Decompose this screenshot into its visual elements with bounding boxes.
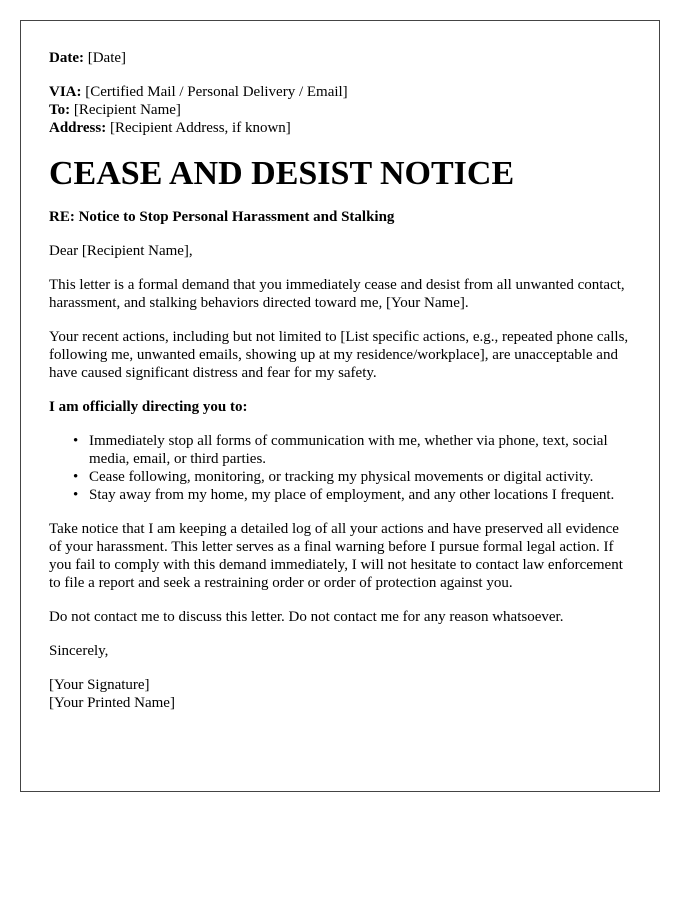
via-line — [49, 83, 631, 101]
document-title: CEASE AND DESIST NOTICE — [49, 155, 515, 192]
to-value: [Recipient Name] — [73, 102, 181, 118]
warning-paragraph: Take notice that I am keeping a detailed log of all your actions and have preserved all evidence of your harassment. This letter serves as a final warning before I pursue formal legal action. If you fail to comply with this demand immediately, I will not hesitate to contact law enforcement to file a report and seek a restraining order or order of protection against you. — [49, 521, 623, 591]
list-item — [73, 486, 631, 504]
no-contact-paragraph: Do not contact me to discuss this letter. Do not contact me for any reason whatsoever. — [49, 609, 564, 625]
via-value: [Certified Mail / Personal Delivery / Email] — [85, 84, 348, 100]
date-block — [49, 49, 631, 67]
address-line — [49, 119, 631, 137]
address-value: [Recipient Address, if known] — [109, 120, 291, 136]
directing-heading: I am officially directing you to: — [49, 399, 248, 415]
to-label: To: — [49, 102, 71, 118]
address-label: Address: — [49, 120, 107, 136]
bullet-icon: • — [73, 433, 79, 449]
signature-placeholder: [Your Signature] — [49, 677, 150, 693]
printed-name-placeholder: [Your Printed Name] — [49, 695, 175, 711]
list-item — [73, 432, 631, 468]
re-line: RE: Notice to Stop Personal Harassment and Stalking — [49, 209, 395, 225]
closing: Sincerely, — [49, 643, 109, 659]
bullet-icon: • — [73, 469, 79, 485]
via-label: VIA: — [49, 84, 82, 100]
directive-text: Cease following, monitoring, or tracking my physical movements or digital activity. — [89, 469, 594, 485]
to-line — [49, 101, 631, 119]
date-label: Date: — [49, 50, 84, 66]
letter-page — [20, 20, 660, 792]
actions-paragraph: Your recent actions, including but not limited to [List specific actions, e.g., repeated phone calls, following me, unwanted emails, showing up at my residence/workplace], are unacceptable and have caused significant distress and fear for my safety. — [49, 329, 629, 381]
directive-text: Immediately stop all forms of communication with me, whether via phone, text, social media, email, or third parties. — [89, 433, 608, 467]
date-line — [49, 49, 631, 67]
list-item — [73, 468, 631, 486]
salutation: Dear [Recipient Name], — [49, 243, 193, 259]
directive-text: Stay away from my home, my place of employment, and any other locations I frequent. — [89, 487, 615, 503]
address-block — [49, 83, 631, 137]
intro-paragraph: This letter is a formal demand that you immediately cease and desist from all unwanted contact, harassment, and stalking behaviors directed toward me, [Your Name]. — [49, 277, 625, 311]
date-value: [Date] — [87, 50, 127, 66]
bullet-icon: • — [73, 487, 79, 503]
directives-list — [49, 432, 631, 504]
